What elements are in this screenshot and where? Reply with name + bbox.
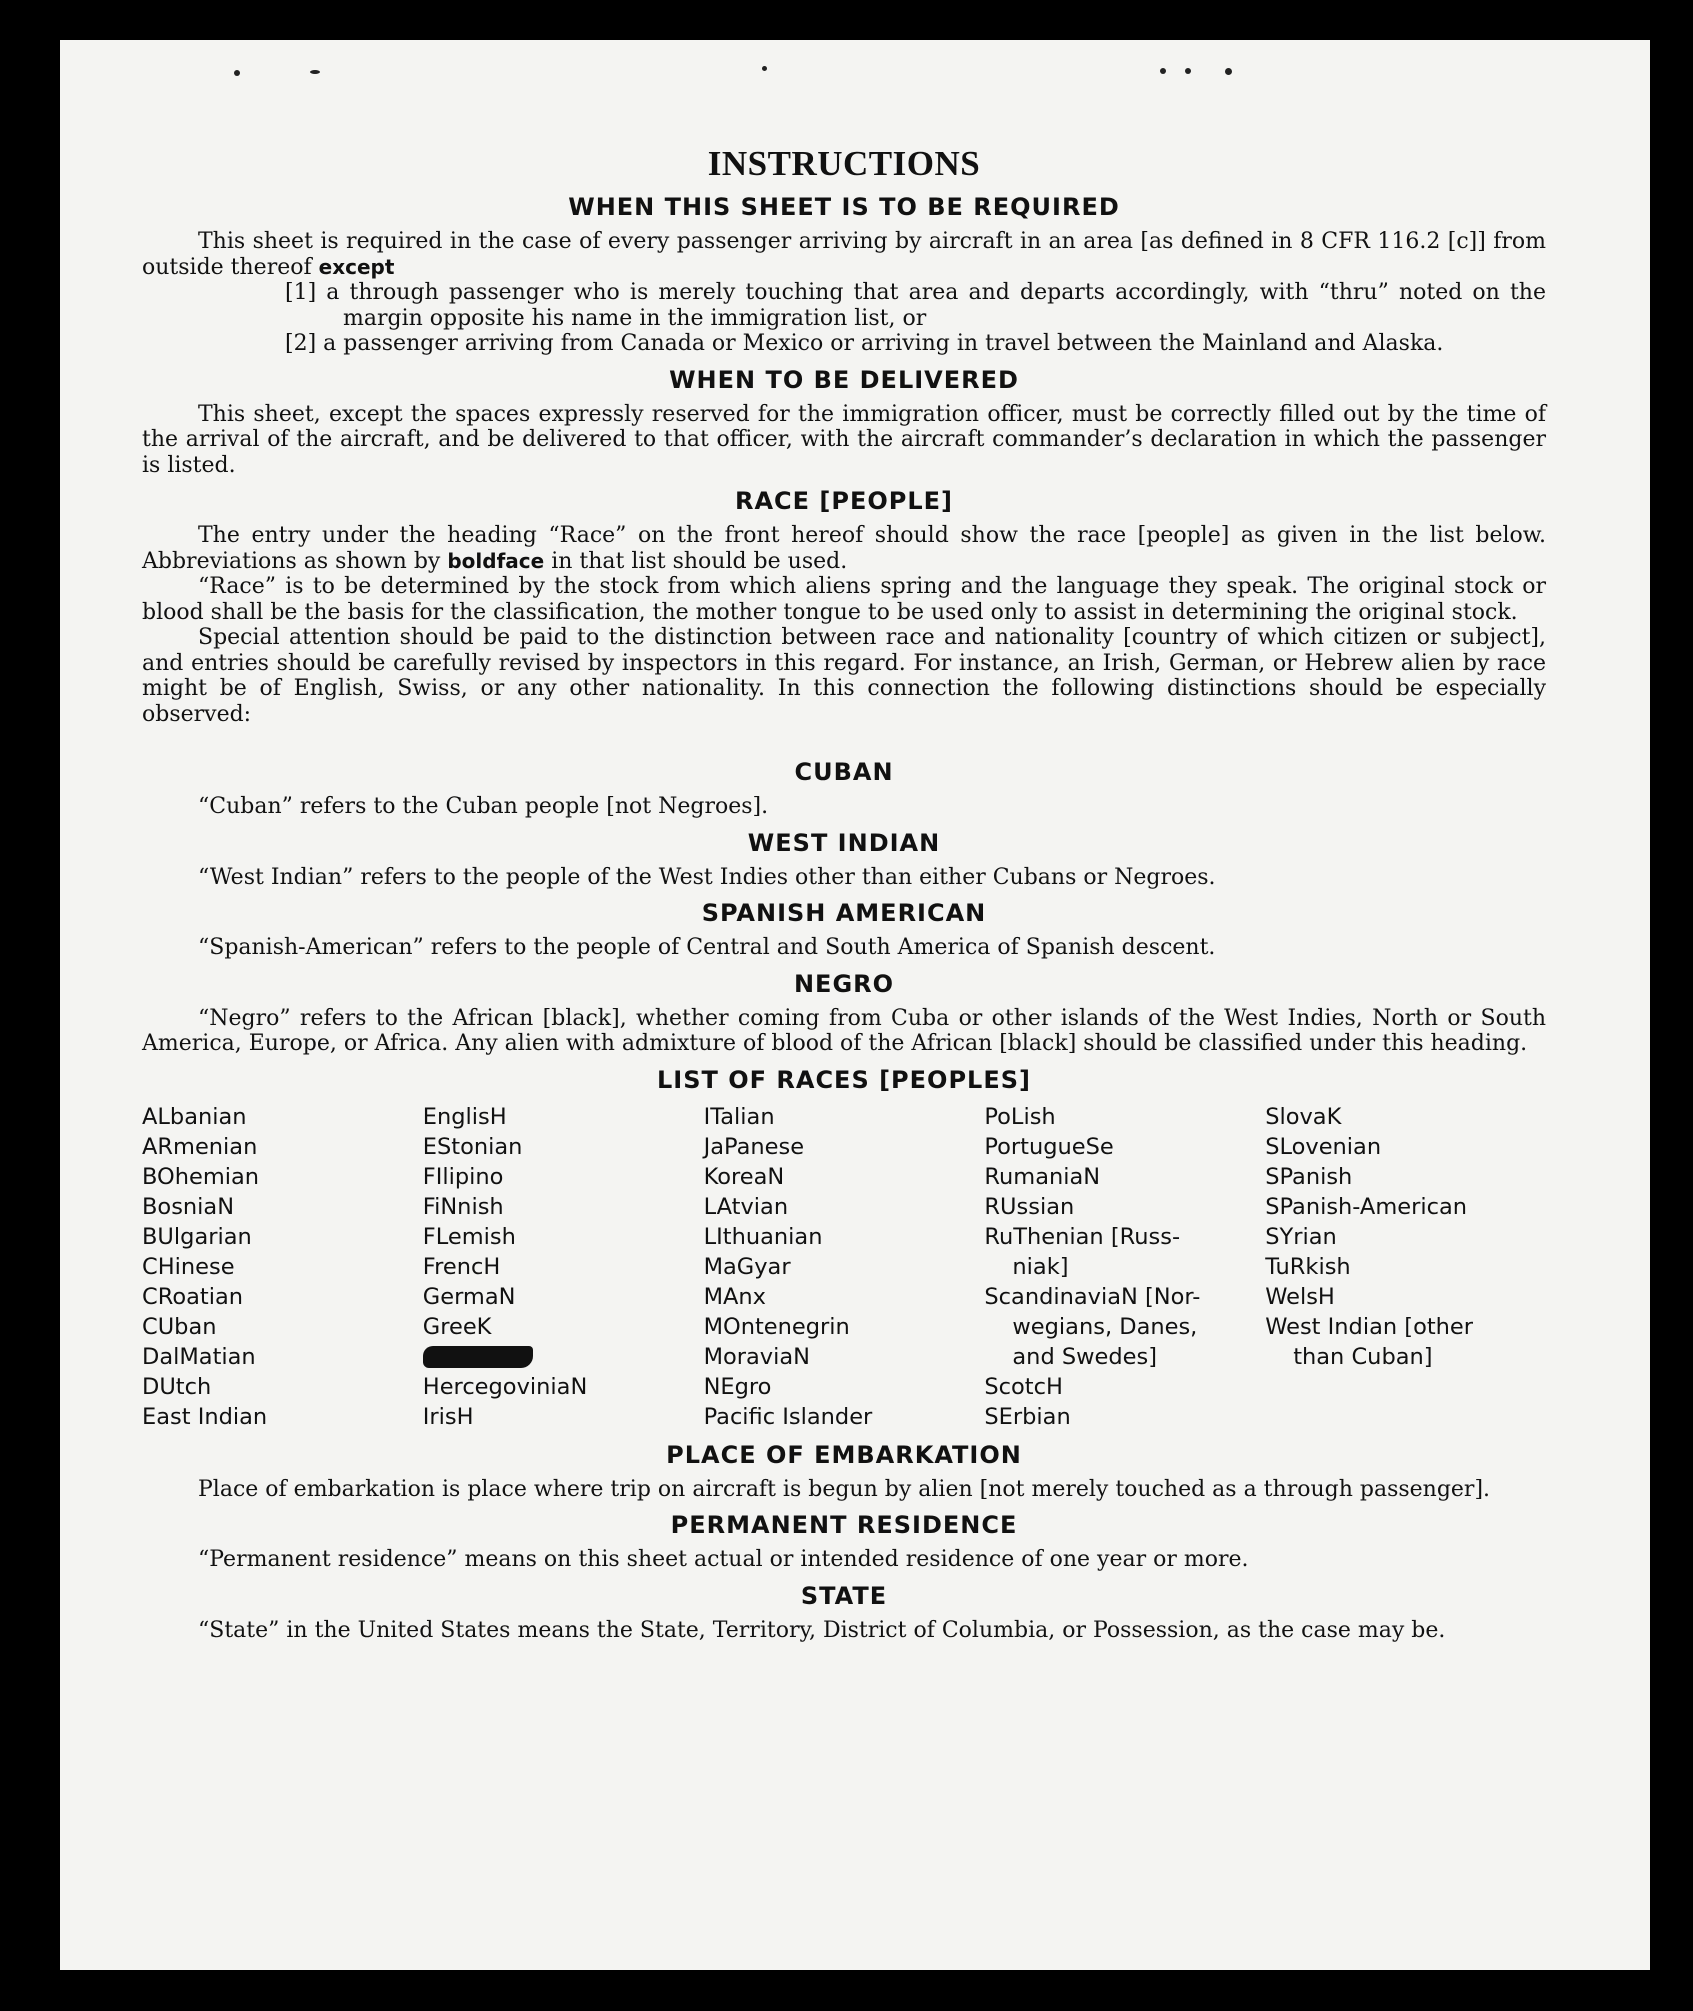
list-item: CUban — [142, 1313, 217, 1340]
list-item: ITalian — [703, 1103, 775, 1130]
list-item: ScandinaviaN [Nor- — [984, 1283, 1201, 1310]
list-item: ALbanian — [142, 1103, 247, 1130]
race-paragraph-3: Special attention should be paid to the distinction between race and nationality [country of which citizen or subject], and entries should be carefully revised by inspectors in this regard. For instance, an Irish, German, or Hebrew alien by race might be of English, Swiss, or any other nationality. In this connection the following distinctions should be especially observed: — [142, 625, 1546, 727]
heading-west-indian: WEST INDIAN — [747, 828, 941, 857]
list-item: BUlgarian — [142, 1223, 252, 1250]
races-column-3 — [704, 1102, 985, 1432]
heading-embarkation: PLACE OF EMBARKATION — [666, 1440, 1022, 1469]
page-content — [142, 144, 1546, 1643]
list-item: SPanish-American — [1265, 1193, 1468, 1220]
list-item: West Indian [other — [1265, 1313, 1474, 1340]
list-item: FiNnish — [422, 1193, 504, 1220]
negro-text: “Negro” refers to the African [black], whether coming from Cuba or other islands of the West Indies, North or South America, Europe, or Africa. Any alien with admixture of blood of the African [black] should be classified under this heading. — [142, 1005, 1546, 1056]
list-item: BosniaN — [142, 1193, 235, 1220]
boldface-word: boldface — [447, 548, 545, 573]
heading-state: STATE — [800, 1581, 888, 1610]
except-word: except — [318, 254, 395, 279]
list-item: RUssian — [984, 1193, 1075, 1220]
heading-required: WHEN THIS SHEET IS TO BE REQUIRED — [568, 193, 1120, 221]
list-item: RumaniaN — [984, 1163, 1101, 1190]
races-column-5 — [1265, 1102, 1546, 1432]
list-item: wegians, Danes, — [1012, 1313, 1198, 1340]
list-item: SLovenian — [1265, 1133, 1382, 1160]
document-page — [60, 40, 1650, 1970]
required-item-2: [2] a passenger arriving from Canada or Mexico or arriving in travel between the Mainland and Alaska. — [285, 331, 1444, 356]
list-item: NEgro — [703, 1373, 772, 1400]
races-list — [142, 1102, 1546, 1432]
list-item: MAnx — [703, 1283, 766, 1310]
race-paragraph-2: “Race” is to be determined by the stock from which aliens spring and the language they speak. The original stock or blood shall be the basis for the classification, the mother tongue to be used only to assist in determining the original stock. — [142, 574, 1546, 625]
list-item: CRoatian — [142, 1283, 244, 1310]
list-item: and Swedes] — [1012, 1343, 1158, 1370]
list-item: LAtvian — [703, 1193, 789, 1220]
list-item: East Indian — [142, 1403, 268, 1430]
heading-spanish-american: SPANISH AMERICAN — [701, 899, 987, 927]
races-column-1 — [142, 1102, 423, 1432]
list-item: BOhemian — [142, 1163, 260, 1190]
list-item: SYrian — [1265, 1223, 1337, 1250]
heading-list-of-races: LIST OF RACES [PEOPLES] — [657, 1065, 1031, 1094]
heading-negro: NEGRO — [793, 969, 895, 998]
delivered-text: This sheet, except the spaces expressly reserved for the immigration officer, must be correctly filled out by the time of the arrival of the aircraft, and be delivered to that officer, with the aircraft commander’s declaration in which the passenger is listed. — [142, 401, 1546, 478]
list-item: ScotcH — [984, 1373, 1063, 1400]
list-item: Pacific Islander — [703, 1403, 873, 1430]
list-item: HercegoviniaN — [422, 1373, 588, 1400]
list-item: SlovaK — [1265, 1103, 1342, 1130]
list-item: MOntenegrin — [703, 1313, 850, 1340]
west-indian-text: “West Indian” refers to the people of the West Indies other than either Cubans or Negroes. — [198, 864, 1216, 890]
list-item: than Cuban] — [1293, 1343, 1433, 1370]
list-item: JaPanese — [703, 1133, 805, 1160]
page-title: INSTRUCTIONS — [707, 144, 981, 183]
list-item: FIlipino — [422, 1163, 504, 1190]
heading-race: RACE [PEOPLE] — [734, 487, 954, 515]
embarkation-text: Place of embarkation is place where trip on aircraft is begun by alien [not merely touched as a through passenger]. — [198, 1476, 1491, 1502]
list-item: GermaN — [422, 1283, 516, 1310]
list-item: CHinese — [142, 1253, 235, 1280]
list-item: MoraviaN — [703, 1343, 810, 1370]
list-item: ARmenian — [142, 1133, 258, 1160]
list-item: LIthuanian — [703, 1223, 823, 1250]
list-item: GreeK — [422, 1313, 492, 1340]
heading-cuban: CUBAN — [794, 758, 894, 786]
list-item: MaGyar — [703, 1253, 791, 1280]
race-paragraph-1: The entry under the heading “Race” on the front hereof should show the race [people] as given in the list below. Abbreviations as shown by boldface in that list should be used. — [142, 523, 1546, 574]
list-item: PoLish — [984, 1103, 1056, 1130]
races-column-4 — [984, 1102, 1265, 1432]
residence-text: “Permanent residence” means on this sheet actual or intended residence of one year or more. — [198, 1547, 1249, 1572]
list-item: IrisH — [422, 1403, 474, 1430]
list-item: EStonian — [422, 1133, 523, 1160]
heading-delivered: WHEN TO BE DELIVERED — [669, 365, 1019, 394]
races-column-2 — [423, 1102, 704, 1432]
redaction-mark — [423, 1346, 533, 1368]
list-item: SPanish — [1265, 1163, 1353, 1190]
list-item: FLemish — [422, 1223, 516, 1250]
spanish-american-text: “Spanish-American” refers to the people of Central and South America of Spanish descent. — [198, 935, 1216, 960]
list-item: RuThenian [Russ- — [984, 1223, 1181, 1250]
list-item: WelsH — [1265, 1283, 1335, 1310]
cuban-text: “Cuban” refers to the Cuban people [not Negroes]. — [198, 794, 769, 819]
list-item: KoreaN — [703, 1163, 785, 1190]
required-intro: This sheet is required in the case of every passenger arriving by aircraft in an area [as defined in 8 CFR 116.2 [c]] from outside thereof except — [142, 229, 1546, 280]
list-item: TuRkish — [1265, 1253, 1351, 1280]
list-item: niak] — [1012, 1253, 1069, 1280]
list-item: FrencH — [422, 1253, 501, 1280]
list-item: SErbian — [984, 1403, 1071, 1430]
list-item: DUtch — [142, 1373, 212, 1400]
redacted-entry — [423, 1342, 704, 1372]
list-item: DalMatian — [142, 1343, 256, 1370]
list-item: EnglisH — [422, 1103, 507, 1130]
heading-residence: PERMANENT RESIDENCE — [670, 1511, 1018, 1539]
required-item-1: [1] a through passenger who is merely touching that area and departs accordingly, with “thru” noted on the margin opposite his name in the immigration list, or — [285, 280, 1546, 331]
list-item: PortugueSe — [984, 1133, 1114, 1160]
state-text: “State” in the United States means the State, Territory, District of Columbia, or Possession, as the case may be. — [198, 1617, 1446, 1643]
